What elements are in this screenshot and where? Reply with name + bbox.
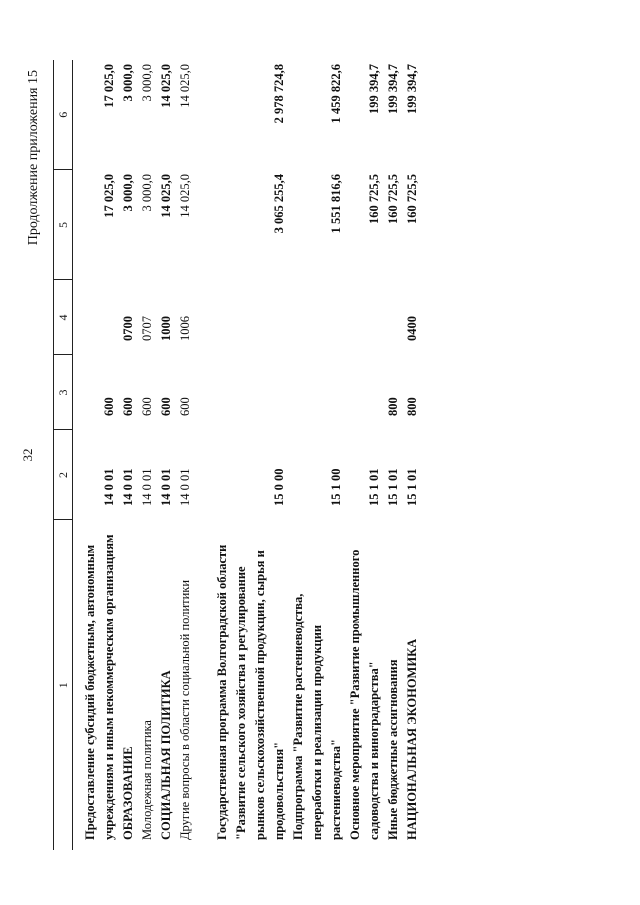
row-name: Другие вопросы в области социальной политики [178, 579, 192, 840]
header-col-3: 3 [54, 355, 73, 430]
row-target-article: 14 0 01 [140, 468, 154, 506]
row-amount-year-1: 3 000,0 [140, 174, 154, 212]
row-amount-year-1: 160 725,5 [405, 174, 419, 224]
row-target-article: 15 1 01 [386, 468, 400, 506]
table-row [195, 60, 289, 850]
row-section: 1006 [178, 316, 192, 341]
row-expense-type: 600 [159, 397, 173, 416]
row-amount-year-1: 1 551 816,6 [329, 174, 343, 234]
row-amount-year-2: 14 025,0 [159, 64, 173, 108]
row-amount-year-2: 3 000,0 [140, 64, 154, 102]
row-amount-year-1: 3 065 255,4 [272, 174, 286, 234]
row-amount-year-2: 199 394,7 [405, 64, 419, 114]
header-col-1: 1 [54, 520, 73, 850]
header-col-2: 2 [54, 430, 73, 520]
row-section [346, 280, 384, 355]
row-section [73, 280, 120, 355]
row-name: ОБРАЗОВАНИЕ [121, 746, 135, 840]
row-amount-year-1: 3 000,0 [121, 174, 135, 212]
row-name: Государственная программа Волгоградской области "Развитие сельского хозяйства и регулирование рынков сельскохозяйственной продукции, сырья и продовольствия" [215, 544, 286, 840]
header-col-6: 6 [54, 60, 73, 170]
row-name: Молодежная политика [140, 720, 154, 840]
row-name: Предоставление субсидий бюджетным, автономным учреждениям и иным некоммерческим организациям [83, 534, 116, 840]
header-col-5: 5 [54, 170, 73, 280]
row-expense-type: 600 [121, 397, 135, 416]
row-expense-type: 800 [386, 397, 400, 416]
row-expense-type [195, 355, 289, 430]
row-target-article: 15 1 01 [405, 468, 419, 506]
row-name: Основное мероприятие "Развитие промышленного садоводства и виноградарства" [348, 549, 381, 840]
row-expense-type: 600 [102, 397, 116, 416]
row-amount-year-2: 1 459 822,6 [329, 64, 343, 124]
row-amount-year-2: 199 394,7 [367, 64, 381, 114]
row-amount-year-1: 14 025,0 [178, 174, 192, 218]
row-expense-type: 800 [405, 397, 419, 416]
row-name: НАЦИОНАЛЬНАЯ ЭКОНОМИКА [405, 638, 419, 840]
row-target-article: 14 0 01 [178, 468, 192, 506]
row-target-article: 15 1 01 [367, 468, 381, 506]
budget-table [53, 60, 422, 850]
table-row [289, 60, 346, 850]
row-amount-year-2: 2 978 724,8 [272, 64, 286, 124]
table-row [176, 60, 195, 850]
row-section [289, 280, 346, 355]
row-expense-type: 600 [140, 397, 154, 416]
header-col-4: 4 [54, 280, 73, 355]
row-amount-year-1: 17 025,0 [102, 174, 116, 218]
row-amount-year-2: 14 025,0 [178, 64, 192, 108]
table-row [346, 60, 384, 850]
page-number: 32 [20, 448, 35, 462]
table-body [73, 60, 423, 850]
row-section: 0707 [140, 316, 154, 341]
row-amount-year-2: 199 394,7 [386, 64, 400, 114]
row-section: 1000 [159, 316, 173, 341]
row-section [384, 280, 403, 355]
row-amount-year-1: 160 725,5 [386, 174, 400, 224]
row-amount-year-1: 160 725,5 [367, 174, 381, 224]
row-name: Подпрограмма "Развитие растениеводства, переработки и реализации продукции растениеводства" [291, 593, 343, 840]
row-target-article: 15 0 00 [272, 468, 286, 506]
row-section: 0700 [121, 316, 135, 341]
row-target-article: 14 0 01 [121, 468, 135, 506]
row-expense-type [289, 355, 346, 430]
table-row [403, 60, 422, 850]
row-expense-type: 600 [178, 397, 192, 416]
row-amount-year-2: 17 025,0 [102, 64, 116, 108]
table-header [54, 60, 73, 850]
table-row [384, 60, 403, 850]
row-amount-year-1: 14 025,0 [159, 174, 173, 218]
row-name: СОЦИАЛЬНАЯ ПОЛИТИКА [159, 670, 173, 840]
row-target-article: 15 1 00 [329, 468, 343, 506]
row-expense-type [346, 355, 384, 430]
table-row [119, 60, 138, 850]
row-section: 0400 [405, 316, 419, 341]
row-section [195, 280, 289, 355]
row-target-article: 14 0 01 [159, 468, 173, 506]
row-name: Иные бюджетные ассигнования [386, 659, 400, 840]
header-row [54, 60, 73, 850]
table-row [73, 60, 120, 850]
table-row [157, 60, 176, 850]
row-amount-year-2: 3 000,0 [121, 64, 135, 102]
table-row [138, 60, 157, 850]
appendix-caption: Продолжение приложения 15 [26, 70, 41, 246]
row-target-article: 14 0 01 [102, 468, 116, 506]
